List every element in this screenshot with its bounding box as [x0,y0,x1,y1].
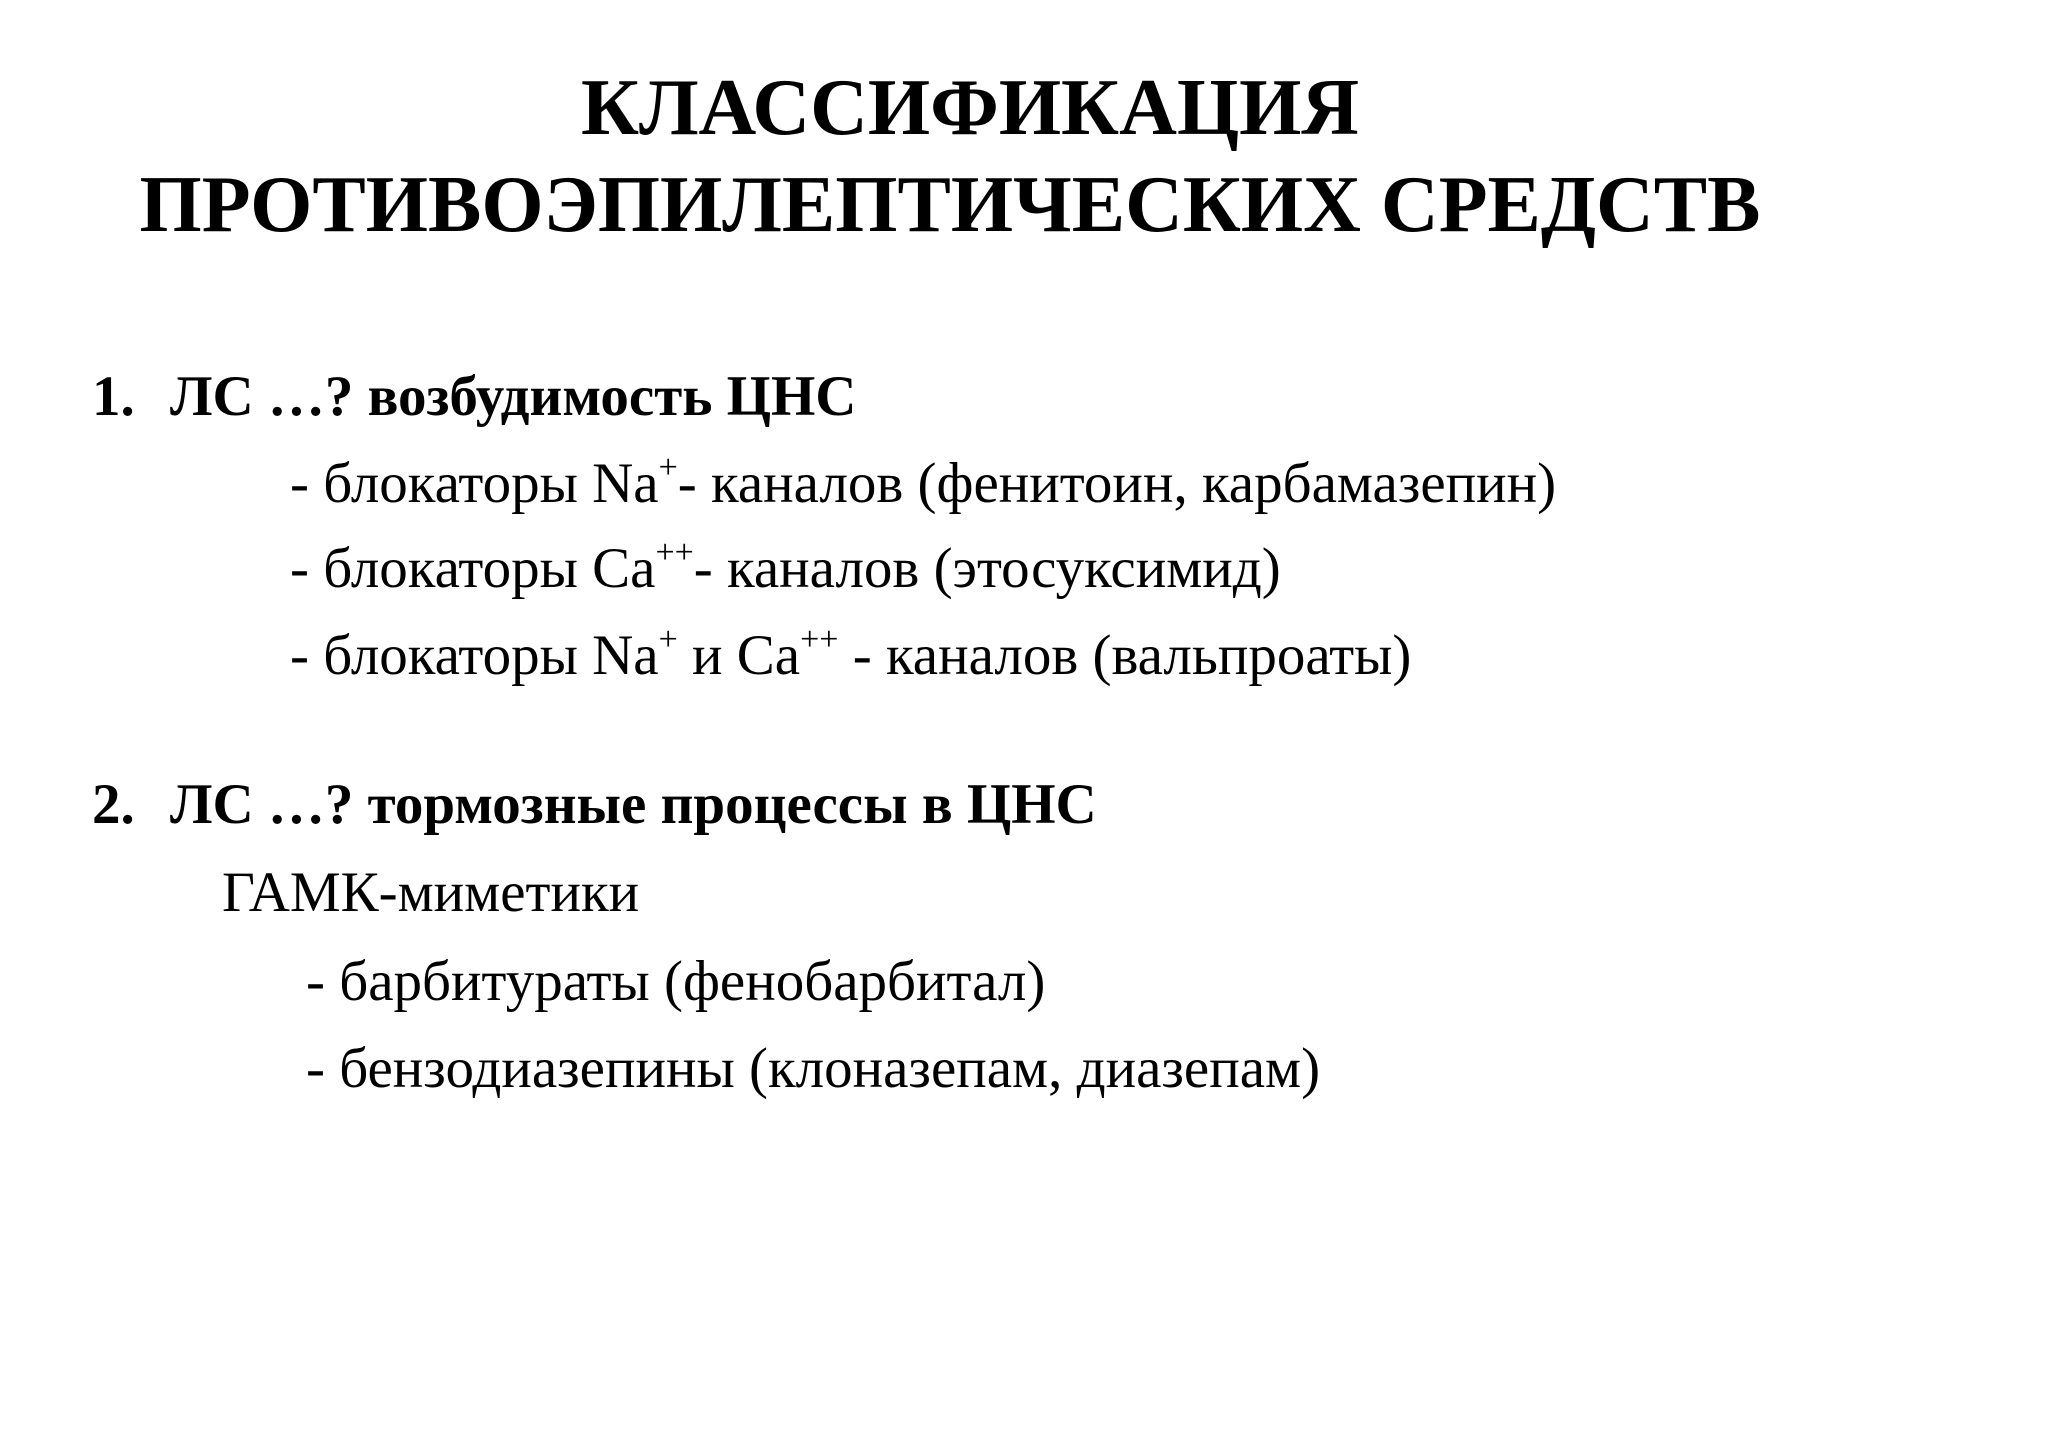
superscript: ++ [800,621,839,658]
title-line-2: ПРОТИВОЭПИЛЕПТИЧЕСКИХ СРЕДСТВ [139,161,1761,249]
section-1-heading [92,365,857,428]
section-1-item-2 [290,534,1281,600]
section-1-heading-text: ЛС …? возбудимость ЦНС [170,365,857,428]
item-text: - каналов (этосуксимид) [693,537,1281,600]
section-2-heading [92,773,1097,836]
section-1-item-3 [290,621,1412,687]
title-line-1: КЛАССИФИКАЦИЯ [580,64,1360,152]
item-text: - блокаторы Na [290,624,659,687]
item-text: - каналов (вальпроаты) [838,624,1412,687]
superscript: + [658,621,678,658]
section-2-number: 2. [92,773,135,836]
section-2-heading-text: ЛС …? тормозные процессы в ЦНС [170,773,1097,836]
section-2-subheading: ГАМК-миметики [222,861,640,924]
section-1-number: 1. [92,365,135,428]
item-text: - блокаторы Ca [290,537,656,600]
superscript: ++ [655,534,694,571]
item-text: - блокаторы Na [290,452,659,515]
section-2-item-2: - бензодиазепины (клоназепам, диазепам) [306,1037,1321,1100]
item-text: и Ca [677,624,801,687]
section-2-item-1: - барбитураты (фенобарбитал) [306,950,1046,1013]
superscript: + [658,449,678,486]
item-text: - каналов (фенитоин, карбамазепин) [677,452,1557,515]
section-1-item-1 [290,449,1557,515]
